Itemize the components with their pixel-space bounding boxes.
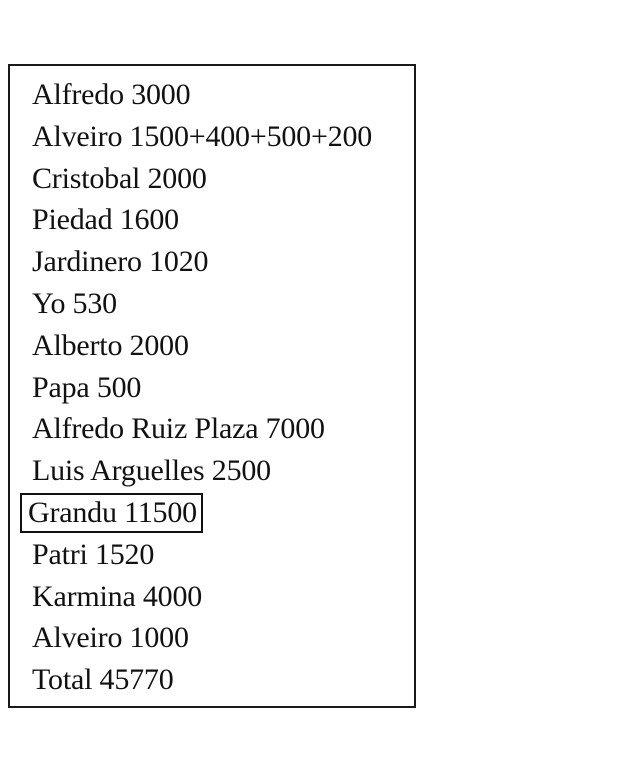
ledger-line-total — [32, 659, 372, 701]
ledger-line-text: Piedad 1600 — [32, 203, 179, 237]
ledger-line-piedad — [32, 199, 372, 241]
ledger-line-cristobal — [32, 158, 372, 200]
ledger-line-text: Cristobal 2000 — [32, 161, 207, 195]
ledger-line-text: Alfredo 3000 — [32, 78, 191, 111]
ledger-line-text: Papa 500 — [32, 370, 142, 404]
ledger-line-text: Patri 1520 — [32, 537, 155, 571]
ledger-line-alveiro-2 — [32, 617, 372, 659]
ledger-list — [28, 74, 373, 701]
ledger-box — [8, 64, 416, 708]
ledger-line-text: Luis Arguelles 2500 — [32, 454, 271, 488]
ledger-line-text: Alberto 2000 — [32, 328, 189, 362]
ledger-line-alfredo-ruiz-plaza — [32, 408, 372, 450]
ledger-line-jardinero — [32, 241, 372, 283]
ledger-line-alberto — [32, 325, 372, 367]
ledger-line-patri — [32, 534, 372, 576]
ledger-line-luis-arguelles — [32, 450, 372, 492]
ledger-line-alveiro — [32, 116, 372, 158]
ledger-line-papa — [32, 367, 372, 409]
ledger-line-text: Karmina 4000 — [32, 579, 203, 613]
ledger-line-text: Alveiro 1000 — [32, 621, 189, 655]
ledger-line-karmina — [32, 576, 372, 618]
ledger-line-text: Yo 530 — [32, 286, 117, 320]
ledger-line-alfredo — [32, 74, 372, 116]
ledger-line-text: Alfredo Ruiz Plaza 7000 — [32, 412, 325, 446]
ledger-line-text: Alveiro 1500+400+500+200 — [32, 119, 373, 153]
ledger-line-yo — [32, 283, 372, 325]
highlighted-entry-box: Grandu 11500 — [22, 495, 201, 531]
ledger-line-grandu-highlighted — [28, 492, 372, 534]
total-line-text: Total 45770 — [32, 663, 174, 697]
ledger-line-text: Jardinero 1020 — [32, 245, 209, 279]
